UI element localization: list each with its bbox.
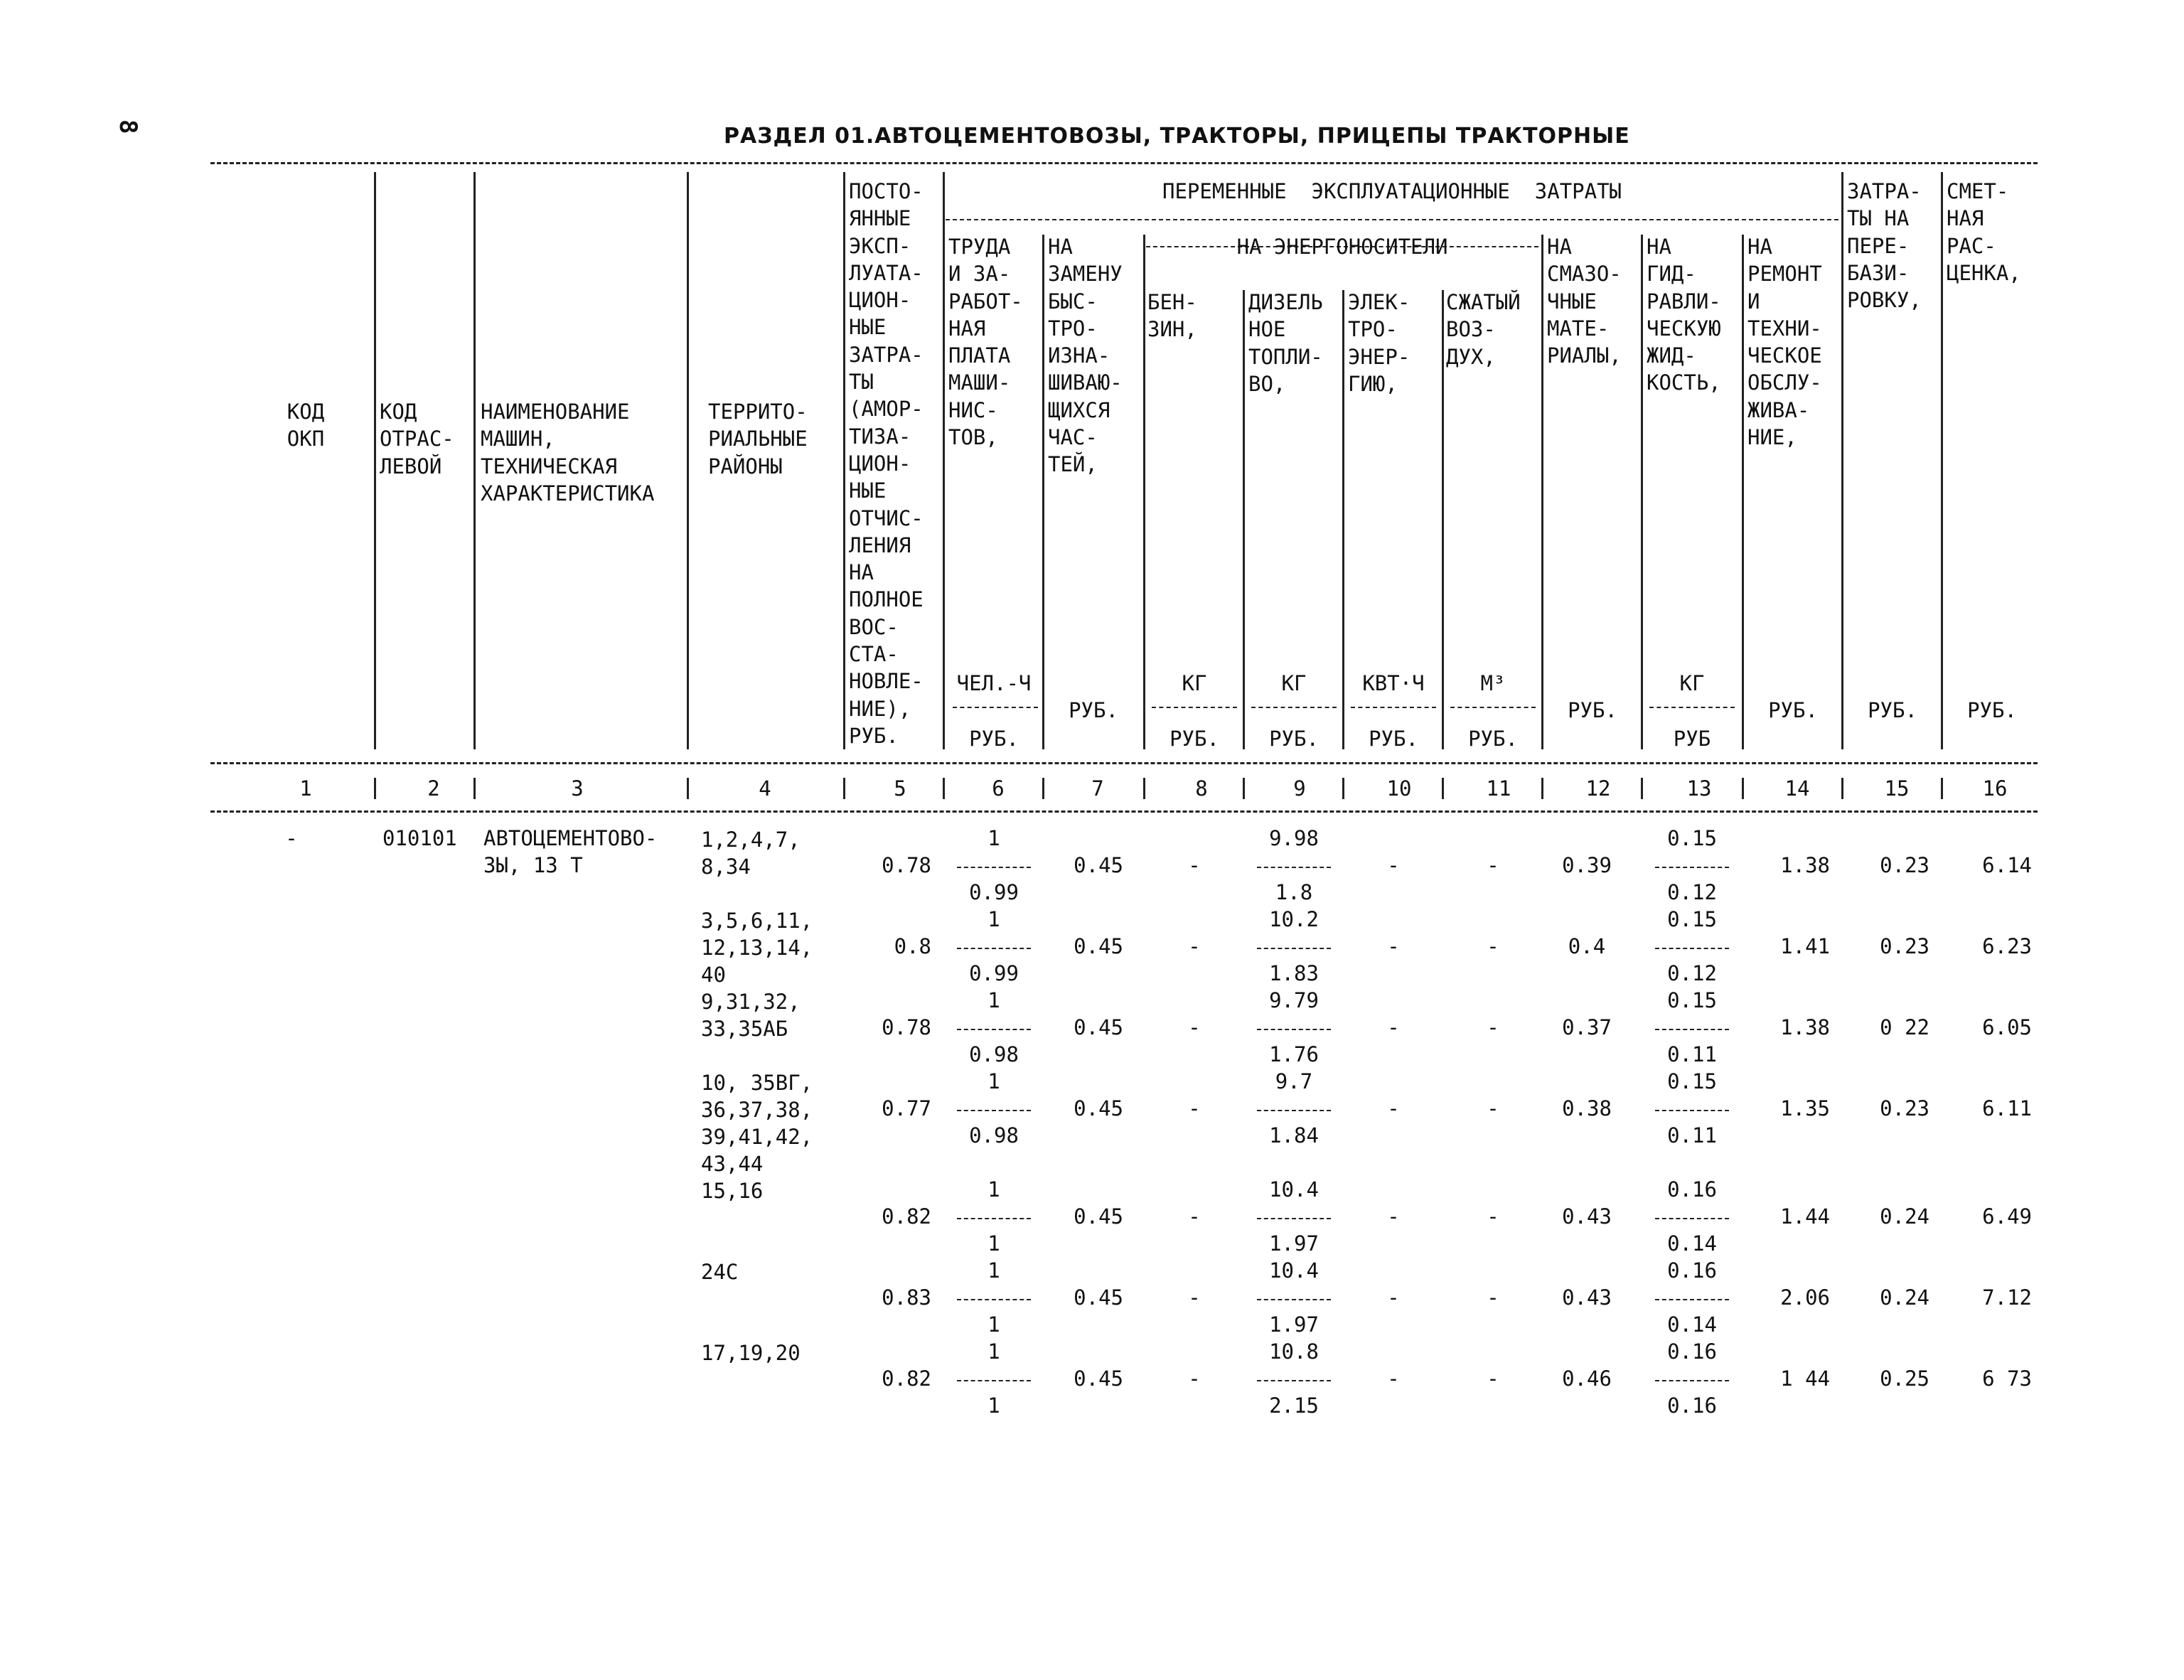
perebazirovka-value: 0.23 (1880, 853, 1929, 877)
header-na-energonositeli: НА ЭНЕРГОНОСИТЕЛИ (1236, 235, 1448, 259)
postoyannye-value: 0.82 (882, 1366, 931, 1391)
territorial-regions: 24С (701, 1260, 739, 1284)
column-number: 10 (1386, 776, 1412, 801)
benzin-value: - (1188, 934, 1201, 958)
gidravlika-value-fraction-bar (1655, 1380, 1729, 1381)
column-number-divider (1641, 778, 1643, 799)
header-subrule (946, 219, 1838, 220)
trud-value-denominator: 1 (987, 1312, 1000, 1337)
column-number-divider (1841, 778, 1843, 799)
dizel-value-fraction-bar (1257, 1029, 1331, 1030)
remont-value: 2.06 (1780, 1285, 1830, 1310)
column-number-divider (843, 778, 845, 799)
gidravlika-value-numerator: 0.15 (1667, 988, 1717, 1012)
elektro-value: - (1387, 1015, 1400, 1039)
elektro-value: - (1387, 853, 1400, 877)
column-number: 5 (894, 776, 906, 801)
gidravlika-value-numerator: 0.16 (1667, 1177, 1717, 1202)
trud-value-denominator: 1 (987, 1393, 1000, 1418)
header-gidravlika-unit2: РУБ (1673, 727, 1711, 751)
header-divider (943, 172, 945, 749)
column-number: 13 (1686, 776, 1712, 801)
header-trud-unit: ЧЕЛ.-Ч (956, 671, 1032, 695)
gidravlika-value-numerator: 0.15 (1667, 826, 1717, 850)
gidravlika-value-fraction-bar (1655, 1110, 1729, 1111)
header-divider (1042, 235, 1044, 749)
dizel-value-numerator: 9.98 (1269, 826, 1319, 850)
header-elektro-unit: КВТ·Ч (1362, 671, 1425, 695)
remont-value: 1.38 (1780, 853, 1830, 877)
header-dizel: ДИЗЕЛЬ НОЕ ТОПЛИ- ВО, (1248, 290, 1323, 396)
trud-value-fraction-bar (957, 1299, 1031, 1300)
header-divider (1541, 235, 1543, 749)
unit-divider (1251, 707, 1337, 708)
zamena-value: 0.45 (1074, 1015, 1123, 1039)
page-number: 8 (114, 119, 142, 134)
gidravlika-value-denominator: 0.11 (1667, 1042, 1717, 1066)
dizel-value-denominator: 1.8 (1275, 880, 1313, 904)
header-trud-unit2: РУБ. (969, 727, 1019, 751)
column-number-divider (1042, 778, 1044, 799)
header-territorialnye-raiony: ТЕРРИТО- РИАЛЬНЫЕ РАЙОНЫ (708, 400, 808, 478)
header-divider (843, 172, 845, 749)
gidravlika-value-fraction-bar (1655, 867, 1729, 868)
header-postoyannye: ПОСТО- ЯННЫЕ ЭКСП- ЛУАТА- ЦИОН- НЫЕ ЗАТРА- ТЫ (АМОР- ТИЗА- ЦИОН- НЫЕ ОТЧИС- ЛЕНИЯ НА ПОЛНОЕ ВОС- СТА- НОВЛЕ- НИЕ), РУБ. (849, 179, 924, 748)
dizel-value-denominator: 1.97 (1269, 1231, 1319, 1256)
header-divider (1841, 172, 1843, 749)
header-kod-otraslevoi: КОД ОТРАС- ЛЕВОЙ (380, 400, 454, 478)
trud-value-numerator: 1 (987, 988, 1000, 1012)
section-title: РАЗДЕЛ 01.АВТОЦЕМЕНТОВОЗЫ, ТРАКТОРЫ, ПРИЦЕПЫ ТРАКТОРНЫЕ (724, 124, 1630, 149)
remont-value: 1.41 (1780, 934, 1830, 958)
trud-value-denominator: 1 (987, 1231, 1000, 1256)
header-remont: НА РЕМОНТ И ТЕХНИ- ЧЕСКОЕ ОБСЛУ- ЖИВА- НИЕ, (1747, 235, 1822, 450)
gidravlika-value-denominator: 0.11 (1667, 1123, 1717, 1147)
column-number: 12 (1585, 776, 1611, 801)
trud-value-fraction-bar (957, 1380, 1031, 1381)
gidravlika-value-denominator: 0.12 (1667, 961, 1717, 985)
smazochnye-value: 0.37 (1562, 1015, 1612, 1039)
header-perebazirovka: ЗАТРА- ТЫ НА ПЕРЕ- БАЗИ- РОВКУ, (1847, 179, 1922, 313)
benzin-value: - (1188, 1015, 1201, 1039)
column-number: 6 (992, 776, 1005, 801)
territorial-regions: 17,19,20 (701, 1341, 801, 1365)
header-smazochnye: НА СМАЗО- ЧНЫЕ МАТЕ- РИАЛЫ, (1547, 235, 1622, 368)
header-divider (1442, 290, 1444, 749)
rule-colnum-bottom (210, 810, 2038, 813)
header-divider (687, 172, 689, 749)
rule-top (210, 162, 2038, 164)
gidravlika-value-numerator: 0.16 (1667, 1258, 1717, 1283)
remont-value: 1.35 (1780, 1096, 1830, 1120)
gidravlika-value-denominator: 0.16 (1667, 1393, 1717, 1418)
postoyannye-value: 0.83 (882, 1285, 931, 1310)
header-divider (1342, 290, 1344, 749)
remont-value: 1 44 (1780, 1366, 1830, 1391)
header-benzin: БЕН- ЗИН, (1147, 290, 1197, 342)
header-dizel-unit2: РУБ. (1269, 727, 1319, 751)
column-number: 3 (571, 776, 584, 801)
dizel-value-fraction-bar (1257, 867, 1331, 868)
machine-name-line1: АВТОЦЕМЕНТОВО- (483, 826, 658, 850)
unit-divider (1351, 707, 1436, 708)
postoyannye-value: 0.78 (882, 1015, 931, 1039)
gidravlika-value-fraction-bar (1655, 948, 1729, 949)
dizel-value-numerator: 10.2 (1269, 907, 1319, 931)
column-number-divider (1143, 778, 1145, 799)
remont-value: 1.38 (1780, 1015, 1830, 1039)
dizel-value-fraction-bar (1257, 1380, 1331, 1381)
column-number: 15 (1884, 776, 1910, 801)
gidravlika-value-fraction-bar (1655, 1218, 1729, 1219)
dizel-value-fraction-bar (1257, 948, 1331, 949)
perebazirovka-value: 0.24 (1880, 1204, 1929, 1229)
column-number-divider (374, 778, 376, 799)
dizel-value-numerator: 10.8 (1269, 1339, 1319, 1364)
trud-value-numerator: 1 (987, 1069, 1000, 1093)
header-smazochnye-unit: РУБ. (1568, 698, 1617, 722)
column-number: 8 (1195, 776, 1208, 801)
header-peremennye: ПЕРЕМЕННЫЕ ЭКСПЛУАТАЦИОННЫЕ ЗАТРАТЫ (1162, 179, 1622, 203)
territorial-regions: 15,16 (701, 1179, 764, 1203)
benzin-value: - (1188, 1096, 1201, 1120)
header-naimenovanie: НАИМЕНОВАНИЕ МАШИН, ТЕХНИЧЕСКАЯ ХАРАКТЕРИСТИКА (481, 400, 655, 505)
postoyannye-value: 0.78 (882, 853, 931, 877)
column-number: 11 (1486, 776, 1511, 801)
elektro-value: - (1387, 1096, 1400, 1120)
benzin-value: - (1188, 1204, 1201, 1229)
smetnaya-value: 6.49 (1982, 1204, 2032, 1229)
header-perebazirovka-unit: РУБ. (1868, 698, 1917, 722)
elektro-value: - (1387, 1285, 1400, 1310)
header-divider (1742, 235, 1744, 749)
header-trud: ТРУДА И ЗА- РАБОТ- НАЯ ПЛАТА МАШИ- НИС- ТОВ, (948, 235, 1023, 450)
benzin-value: - (1188, 1285, 1201, 1310)
column-number-divider (1342, 778, 1344, 799)
header-divider (1641, 235, 1643, 749)
gidravlika-value-numerator: 0.15 (1667, 1069, 1717, 1093)
header-zamena-unit: РУБ. (1069, 698, 1118, 722)
trud-value-fraction-bar (957, 1029, 1031, 1030)
territorial-regions: 3,5,6,11, 12,13,14, 40 (701, 909, 813, 987)
elektro-value: - (1387, 1204, 1400, 1229)
dizel-value-denominator: 1.84 (1269, 1123, 1319, 1147)
column-number-divider (1742, 778, 1744, 799)
header-smetnaya-unit: РУБ. (1967, 698, 2017, 722)
header-vozduh-unit2: РУБ. (1468, 727, 1518, 751)
column-number: 14 (1784, 776, 1810, 801)
postoyannye-value: 0.8 (894, 934, 931, 958)
zamena-value: 0.45 (1074, 1096, 1123, 1120)
column-number-divider (687, 778, 689, 799)
dizel-value-numerator: 10.4 (1269, 1177, 1319, 1202)
gidravlika-value-denominator: 0.12 (1667, 880, 1717, 904)
elektro-value: - (1387, 1366, 1400, 1391)
gidravlika-value-numerator: 0.15 (1667, 907, 1717, 931)
vozduh-value: - (1487, 1015, 1499, 1039)
column-number: 4 (759, 776, 771, 801)
benzin-value: - (1188, 853, 1201, 877)
smetnaya-value: 7.12 (1982, 1285, 2032, 1310)
zamena-value: 0.45 (1074, 1285, 1123, 1310)
column-number: 16 (1982, 776, 2008, 801)
header-elektro-unit2: РУБ. (1369, 727, 1418, 751)
gidravlika-value-numerator: 0.16 (1667, 1339, 1717, 1364)
header-divider (1143, 235, 1145, 749)
perebazirovka-value: 0 22 (1880, 1015, 1929, 1039)
remont-value: 1.44 (1780, 1204, 1830, 1229)
kod-okp-value: - (285, 826, 298, 850)
vozduh-value: - (1487, 1096, 1499, 1120)
header-kod-okp: КОД ОКП (287, 400, 325, 451)
trud-value-denominator: 0.98 (969, 1042, 1019, 1066)
perebazirovka-value: 0.23 (1880, 934, 1929, 958)
dizel-value-fraction-bar (1257, 1299, 1331, 1300)
trud-value-denominator: 0.99 (969, 880, 1019, 904)
header-divider (1243, 290, 1245, 749)
gidravlika-value-fraction-bar (1655, 1299, 1729, 1300)
unit-divider (1450, 707, 1536, 708)
trud-value-fraction-bar (957, 1110, 1031, 1111)
dizel-value-numerator: 9.7 (1275, 1069, 1313, 1093)
header-divider (1941, 172, 1943, 749)
kod-otraslevoi-value: 010101 (382, 826, 457, 850)
unit-divider (1152, 707, 1237, 708)
header-gidravlika-unit: КГ (1679, 671, 1705, 695)
unit-divider (953, 707, 1038, 708)
smazochnye-value: 0.39 (1562, 853, 1612, 877)
machine-name-line2: ЗЫ, 13 Т (483, 853, 583, 877)
column-number: 7 (1091, 776, 1104, 801)
column-number: 1 (299, 776, 312, 801)
zamena-value: 0.45 (1074, 1204, 1123, 1229)
header-divider (473, 172, 476, 749)
dizel-value-denominator: 1.83 (1269, 961, 1319, 985)
zamena-value: 0.45 (1074, 853, 1123, 877)
territorial-regions: 1,2,4,7, 8,34 (701, 828, 801, 879)
vozduh-value: - (1487, 1204, 1499, 1229)
rule-header-bottom (210, 762, 2038, 764)
trud-value-numerator: 1 (987, 907, 1000, 931)
dizel-value-fraction-bar (1257, 1110, 1331, 1111)
trud-value-numerator: 1 (987, 1339, 1000, 1364)
trud-value-numerator: 1 (987, 1177, 1000, 1202)
column-number-divider (1941, 778, 1943, 799)
postoyannye-value: 0.77 (882, 1096, 931, 1120)
column-number-divider (943, 778, 945, 799)
trud-value-numerator: 1 (987, 826, 1000, 850)
smazochnye-value: 0.43 (1562, 1204, 1612, 1229)
smetnaya-value: 6.23 (1982, 934, 2032, 958)
column-number-divider (1541, 778, 1543, 799)
trud-value-fraction-bar (957, 948, 1031, 949)
perebazirovka-value: 0.25 (1880, 1366, 1929, 1391)
postoyannye-value: 0.82 (882, 1204, 931, 1229)
header-benzin-unit: КГ (1182, 671, 1207, 695)
dizel-value-numerator: 10.4 (1269, 1258, 1319, 1283)
smazochnye-value: 0.43 (1562, 1285, 1612, 1310)
column-number: 2 (427, 776, 440, 801)
perebazirovka-value: 0.24 (1880, 1285, 1929, 1310)
header-benzin-unit2: РУБ. (1169, 727, 1219, 751)
vozduh-value: - (1487, 1366, 1499, 1391)
gidravlika-value-denominator: 0.14 (1667, 1312, 1717, 1337)
territorial-regions: 10, 35ВГ, 36,37,38, 39,41,42, 43,44 (701, 1071, 813, 1176)
dizel-value-numerator: 9.79 (1269, 988, 1319, 1012)
smazochnye-value: 0.46 (1562, 1366, 1612, 1391)
trud-value-denominator: 0.99 (969, 961, 1019, 985)
zamena-value: 0.45 (1074, 934, 1123, 958)
dizel-value-denominator: 2.15 (1269, 1393, 1319, 1418)
gidravlika-value-fraction-bar (1655, 1029, 1729, 1030)
trud-value-fraction-bar (957, 867, 1031, 868)
header-vozduh: СЖАТЫЙ ВОЗ- ДУХ, (1446, 290, 1521, 369)
trud-value-fraction-bar (957, 1218, 1031, 1219)
smazochnye-value: 0.4 (1568, 934, 1606, 958)
gidravlika-value-denominator: 0.14 (1667, 1231, 1717, 1256)
dizel-value-denominator: 1.97 (1269, 1312, 1319, 1337)
dizel-value-denominator: 1.76 (1269, 1042, 1319, 1066)
vozduh-value: - (1487, 853, 1499, 877)
column-number-divider (1442, 778, 1444, 799)
perebazirovka-value: 0.23 (1880, 1096, 1929, 1120)
dizel-value-fraction-bar (1257, 1218, 1331, 1219)
vozduh-value: - (1487, 934, 1499, 958)
trud-value-denominator: 0.98 (969, 1123, 1019, 1147)
header-dizel-unit: КГ (1281, 671, 1307, 695)
header-zamena: НА ЗАМЕНУ БЫС- ТРО- ИЗНА- ШИВАЮ- ЩИХСЯ ЧАС- ТЕЙ, (1048, 235, 1123, 477)
benzin-value: - (1188, 1366, 1201, 1391)
smazochnye-value: 0.38 (1562, 1096, 1612, 1120)
unit-divider (1649, 707, 1735, 708)
header-elektro: ЭЛЕК- ТРО- ЭНЕР- ГИЮ, (1348, 290, 1410, 396)
column-number-divider (1243, 778, 1245, 799)
smetnaya-value: 6.11 (1982, 1096, 2032, 1120)
header-vozduh-unit: М³ (1480, 671, 1506, 695)
territorial-regions: 9,31,32, 33,35АБ (701, 990, 801, 1041)
elektro-value: - (1387, 934, 1400, 958)
vozduh-value: - (1487, 1285, 1499, 1310)
header-remont-unit: РУБ. (1768, 698, 1818, 722)
smetnaya-value: 6.05 (1982, 1015, 2032, 1039)
trud-value-numerator: 1 (987, 1258, 1000, 1283)
column-number-divider (473, 778, 476, 799)
header-gidravlika: НА ГИД- РАВЛИ- ЧЕСКУЮ ЖИД- КОСТЬ, (1647, 235, 1721, 395)
header-divider (374, 172, 376, 749)
zamena-value: 0.45 (1074, 1366, 1123, 1391)
smetnaya-value: 6.14 (1982, 853, 2032, 877)
column-number: 9 (1293, 776, 1306, 801)
header-smetnaya: СМЕТ- НАЯ РАС- ЦЕНКА, (1947, 179, 2021, 285)
smetnaya-value: 6 73 (1982, 1366, 2032, 1391)
